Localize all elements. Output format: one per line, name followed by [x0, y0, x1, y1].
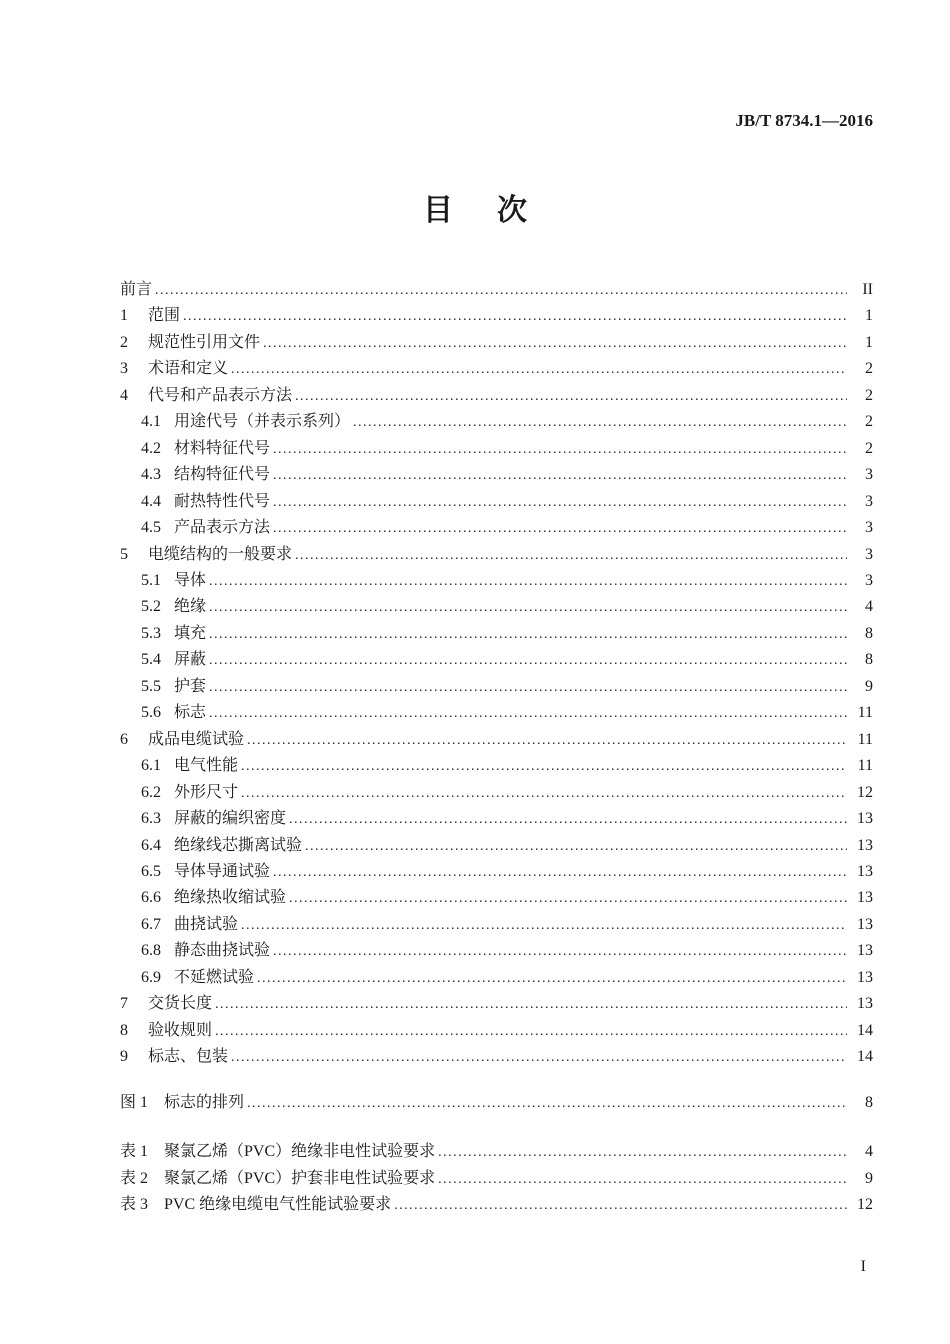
toc-entry-number: 6.4: [141, 836, 161, 854]
toc-dot-leader: [247, 728, 847, 753]
toc-dot-leader: [273, 860, 847, 885]
toc-entry-number: 4.3: [141, 466, 161, 484]
toc-entry-page: 4: [865, 598, 873, 616]
toc-entry-label: 绝缘线芯撕离试验: [174, 836, 303, 854]
toc-entry-label: 聚氯乙烯（PVC）护套非电性试验要求: [164, 1169, 436, 1187]
toc-row: [120, 806, 873, 832]
toc-entry-page: 8: [865, 651, 873, 669]
toc-row: [120, 489, 873, 515]
toc-entry-label: 导体导通试验: [174, 862, 271, 880]
toc-entry-page: 13: [857, 995, 873, 1013]
toc-dot-leader: [247, 1091, 847, 1116]
toc-entry-number: 图 1: [120, 1093, 149, 1111]
toc-entry-label: 曲挠试验: [174, 915, 239, 933]
toc-row: [120, 647, 873, 673]
toc-entry-label: 聚氯乙烯（PVC）绝缘非电性试验要求: [164, 1143, 436, 1161]
toc-entry-label: 代号和产品表示方法: [148, 386, 293, 404]
toc-entry-page: 13: [857, 862, 873, 880]
toc-row: [120, 277, 873, 303]
toc-entry-number: 6.9: [141, 968, 161, 986]
toc-dot-leader: [209, 648, 847, 673]
toc-entry-label: 用途代号（并表示系列）: [174, 413, 351, 431]
toc-row: [120, 542, 873, 568]
toc-entry-page: 1: [865, 307, 873, 325]
toc-dot-leader: [231, 1045, 847, 1070]
toc-entry-label: 标志、包装: [148, 1048, 229, 1066]
toc-row: [120, 594, 873, 620]
toc-dot-leader: [263, 331, 847, 356]
toc-entry-number: 6.2: [141, 783, 161, 801]
toc-dot-leader: [305, 834, 847, 859]
toc-dot-leader: [273, 516, 847, 541]
toc-entry-label: 屏蔽的编织密度: [174, 810, 287, 828]
toc-dot-leader: [215, 1019, 847, 1044]
toc-entry-label: 标志的排列: [164, 1093, 245, 1111]
toc-entry-number: 5.2: [141, 598, 161, 616]
toc-row: [120, 303, 873, 329]
toc-entry-label: 导体: [174, 571, 207, 589]
toc-entry-label: PVC 绝缘电缆电气性能试验要求: [164, 1195, 392, 1213]
toc-row: [120, 938, 873, 964]
toc-entry-number: 5.3: [141, 624, 161, 642]
toc-entry-label: 前言: [120, 281, 153, 298]
toc-entry-label: 屏蔽: [174, 651, 207, 669]
toc-entry-page: 11: [857, 704, 873, 722]
toc-dot-leader: [394, 1193, 847, 1218]
toc-row: [120, 1192, 873, 1218]
toc-entry-number: 6.5: [141, 862, 161, 880]
toc-entry-label: 成品电缆试验: [148, 730, 245, 748]
toc-dot-leader: [295, 543, 847, 568]
toc-row: [120, 515, 873, 541]
toc-entry-label: 电气性能: [174, 757, 239, 775]
toc-dot-leader: [353, 410, 847, 435]
toc-dot-leader: [438, 1167, 847, 1192]
toc-dot-leader: [241, 754, 847, 779]
toc-entry-label: 填充: [174, 624, 207, 642]
toc-entry-page: 1: [865, 333, 873, 351]
toc-entry-number: 1: [120, 307, 128, 325]
toc-dot-leader: [209, 622, 847, 647]
toc-entry-page: 3: [865, 545, 873, 563]
toc-entry-number: 4.2: [141, 439, 161, 457]
toc-row: [120, 621, 873, 647]
toc-entry-number: 5.1: [141, 571, 161, 589]
toc-entry-label: 护套: [174, 677, 207, 695]
toc-entry-page: II: [862, 281, 873, 298]
toc-row: [120, 462, 873, 488]
toc-list: [120, 277, 873, 1218]
toc-entry-page: 3: [865, 571, 873, 589]
toc-dot-leader: [273, 437, 847, 462]
toc-dot-leader: [241, 781, 847, 806]
toc-row: [120, 991, 873, 1017]
toc-dot-leader: [155, 278, 847, 303]
footer-page-number: I: [860, 1258, 866, 1275]
toc-row: [120, 833, 873, 859]
toc-dot-leader: [209, 595, 847, 620]
toc-entry-page: 9: [865, 1169, 873, 1187]
toc-dot-leader: [209, 569, 847, 594]
toc-entry-label: 范围: [148, 307, 181, 325]
toc-entry-label: 验收规则: [148, 1021, 213, 1039]
toc-entry-number: 6.3: [141, 810, 161, 828]
toc-entry-number: 表 3: [120, 1195, 149, 1213]
toc-entry-page: 9: [865, 677, 873, 695]
toc-entry-number: 4.1: [141, 413, 161, 431]
toc-dot-leader: [289, 807, 847, 832]
toc-entry-page: 13: [857, 810, 873, 828]
toc-entry-label: 产品表示方法: [174, 519, 271, 537]
toc-entry-number: 6.7: [141, 915, 161, 933]
toc-row: [120, 912, 873, 938]
toc-entry-number: 5.5: [141, 677, 161, 695]
toc-dot-leader: [231, 357, 847, 382]
toc-entry-number: 2: [120, 333, 128, 351]
toc-entry-number: 5.6: [141, 704, 161, 722]
toc-entry-label: 绝缘: [174, 598, 207, 616]
toc-entries: [120, 277, 873, 1071]
toc-entry-number: 表 2: [120, 1169, 149, 1187]
toc-dot-leader: [183, 304, 847, 329]
toc-entry-page: 13: [857, 836, 873, 854]
toc-row: [120, 674, 873, 700]
toc-dot-leader: [215, 992, 847, 1017]
toc-entry-label: 结构特征代号: [174, 466, 271, 484]
toc-entry-number: 9: [120, 1048, 128, 1066]
toc-entry-label: 标志: [174, 704, 207, 722]
toc-row: [120, 965, 873, 991]
toc-entry-page: 2: [865, 386, 873, 404]
toc-row: [120, 1166, 873, 1192]
toc-row: [120, 1139, 873, 1165]
toc-entry-number: 4.5: [141, 519, 161, 537]
toc-entry-label: 绝缘热收缩试验: [174, 889, 287, 907]
toc-entry-number: 5: [120, 545, 128, 563]
toc-row: [120, 780, 873, 806]
toc-entry-page: 13: [857, 968, 873, 986]
toc-dot-leader: [438, 1140, 847, 1165]
toc-entry-page: 8: [865, 1093, 873, 1111]
toc-entry-label: 静态曲挠试验: [174, 942, 271, 960]
toc-entry-label: 外形尺寸: [174, 783, 239, 801]
toc-row: [120, 1090, 873, 1116]
toc-entry-number: 6: [120, 730, 128, 748]
toc-entry-label: 规范性引用文件: [148, 333, 261, 351]
figure-list: [120, 1090, 873, 1116]
toc-entry-page: 3: [865, 519, 873, 537]
toc-entry-page: 3: [865, 466, 873, 484]
toc-row: [120, 356, 873, 382]
toc-entry-label: 材料特征代号: [174, 439, 271, 457]
toc-entry-label: 耐热特性代号: [174, 492, 271, 510]
toc-dot-leader: [273, 490, 847, 515]
table-list: [120, 1139, 873, 1218]
toc-row: [120, 330, 873, 356]
toc-entry-number: 5.4: [141, 651, 161, 669]
toc-dot-leader: [273, 463, 847, 488]
toc-entry-page: 14: [857, 1048, 873, 1066]
toc-dot-leader: [289, 886, 847, 911]
toc-row: [120, 383, 873, 409]
toc-row: [120, 568, 873, 594]
toc-entry-number: 6.8: [141, 942, 161, 960]
toc-entry-page: 11: [857, 730, 873, 748]
toc-entry-number: 7: [120, 995, 128, 1013]
toc-row: [120, 727, 873, 753]
toc-row: [120, 700, 873, 726]
toc-entry-number: 8: [120, 1021, 128, 1039]
toc-row: [120, 1018, 873, 1044]
toc-entry-label: 交货长度: [148, 995, 213, 1013]
toc-entry-page: 2: [865, 439, 873, 457]
toc-entry-page: 3: [865, 492, 873, 510]
toc-entry-page: 13: [857, 889, 873, 907]
toc-entry-label: 电缆结构的一般要求: [148, 545, 293, 563]
toc-entry-page: 14: [857, 1021, 873, 1039]
toc-entry-page: 13: [857, 942, 873, 960]
toc-entry-page: 2: [865, 360, 873, 378]
toc-dot-leader: [295, 384, 847, 409]
toc-row: [120, 859, 873, 885]
standard-number: JB/T 8734.1—2016: [735, 111, 873, 130]
toc-entry-number: 3: [120, 360, 128, 378]
toc-row: [120, 436, 873, 462]
toc-entry-number: 6.6: [141, 889, 161, 907]
toc-dot-leader: [257, 966, 847, 991]
toc-row: [120, 1044, 873, 1070]
toc-dot-leader: [273, 939, 847, 964]
toc-entry-page: 13: [857, 915, 873, 933]
toc-entry-label: 不延燃试验: [174, 968, 255, 986]
toc-entry-page: 8: [865, 624, 873, 642]
toc-entry-page: 12: [857, 783, 873, 801]
toc-entry-page: 4: [865, 1143, 873, 1161]
toc-entry-number: 4.4: [141, 492, 161, 510]
toc-entry-label: 术语和定义: [148, 360, 229, 378]
toc-entry-number: 表 1: [120, 1143, 149, 1161]
toc-row: [120, 753, 873, 779]
toc-dot-leader: [209, 701, 847, 726]
toc-entry-number: 6.1: [141, 757, 161, 775]
toc-entry-page: 2: [865, 413, 873, 431]
toc-entry-page: 11: [857, 757, 873, 775]
page-title: 目次: [423, 194, 571, 227]
toc-entry-number: 4: [120, 386, 128, 404]
toc-entry-page: 12: [857, 1195, 873, 1213]
toc-dot-leader: [209, 675, 847, 700]
toc-row: [120, 409, 873, 435]
toc-dot-leader: [241, 913, 847, 938]
toc-row: [120, 885, 873, 911]
